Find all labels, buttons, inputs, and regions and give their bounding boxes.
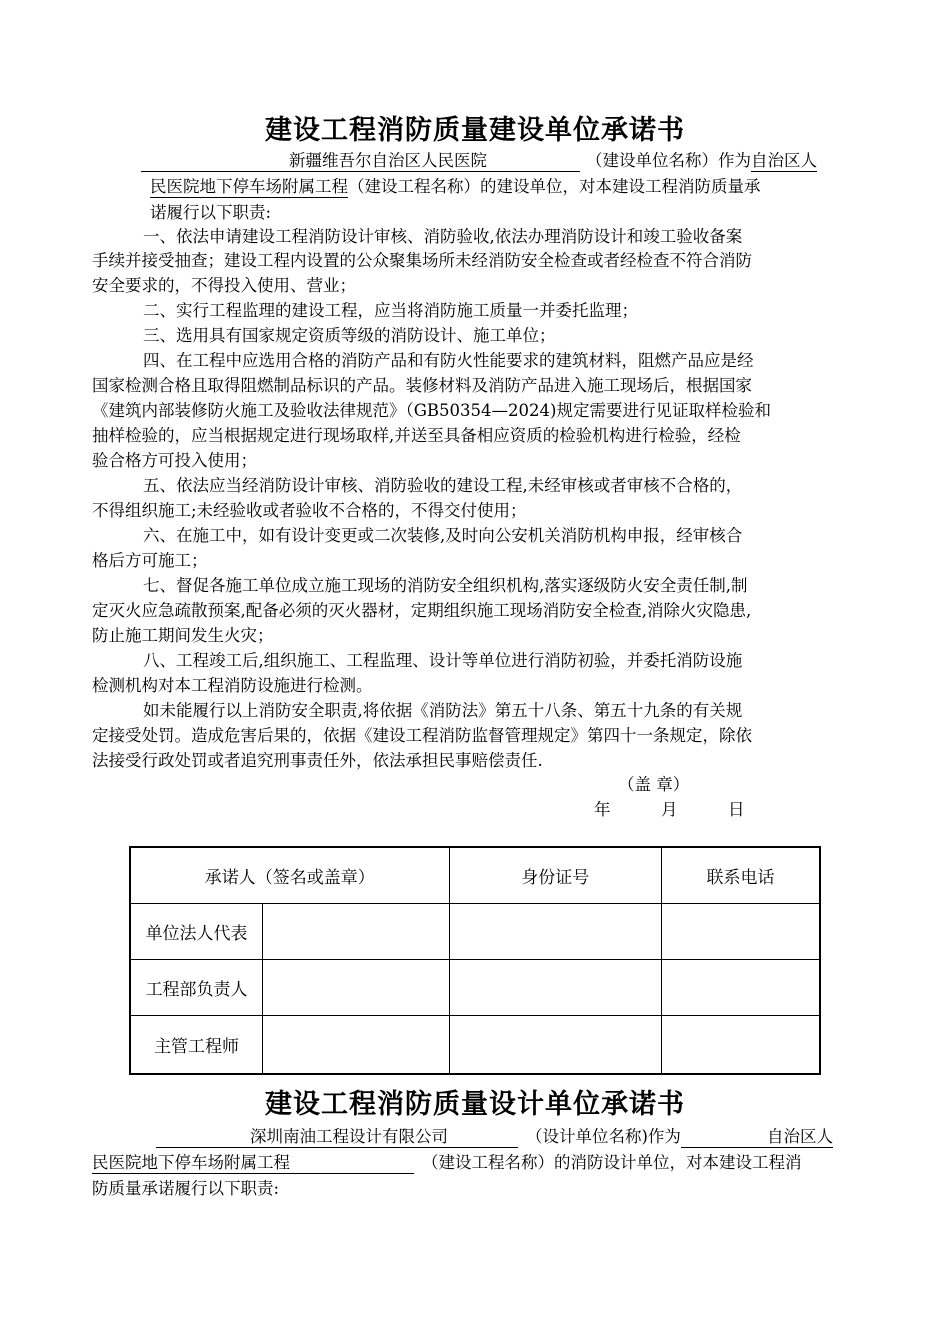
header-promisor: 承诺人（签名或盖章） bbox=[130, 847, 449, 903]
signature-cell[interactable] bbox=[263, 1015, 449, 1074]
doc1-intro-line1 bbox=[141, 150, 817, 172]
doc1-unit-name-field bbox=[141, 151, 580, 172]
table-row bbox=[130, 903, 820, 959]
table-header-row bbox=[130, 847, 820, 903]
doc1-line-2: 手续并接受抽查；建设工程内设置的公众聚集场所未经消防安全检查或者经检查不符合消防 bbox=[92, 251, 752, 270]
phone-cell[interactable] bbox=[661, 1015, 820, 1074]
row-label-chief-engineer: 主管工程师 bbox=[130, 1015, 263, 1074]
doc2-intro-line1 bbox=[156, 1126, 833, 1148]
doc1-line-6: 四、在工程中应选用合格的消防产品和有防火性能要求的建筑材料，阻燃产品应是经 bbox=[143, 351, 754, 370]
doc1-line-7: 国家检测合格且取得阻燃制品标识的产品。装修材料及消防产品进入施工现场后，根据国家 bbox=[92, 376, 752, 395]
doc1-line-20: 如未能履行以上消防安全职责,将依据《消防法》第五十八条、第五十九条的有关规 bbox=[143, 701, 743, 720]
doc1-intro-line2 bbox=[150, 176, 761, 198]
doc2-unit-name: 深圳南油工程设计有限公司 bbox=[250, 1127, 448, 1146]
doc1-line-10: 验合格方可投入使用； bbox=[92, 451, 257, 470]
doc1-unit-hint: （建设单位名称）作为 bbox=[586, 151, 751, 170]
doc1-line-1: 一、依法申请建设工程消防设计审核、消防验收,依法办理消防设计和竣工验收备案 bbox=[143, 227, 743, 246]
doc1-line-19: 检测机构对本工程消防设施进行检测。 bbox=[92, 676, 373, 695]
doc1-project-part2: 民医院地下停车场附属工程 bbox=[150, 177, 348, 196]
phone-cell[interactable] bbox=[661, 903, 820, 959]
header-phone: 联系电话 bbox=[661, 847, 820, 903]
doc1-line-14: 格后方可施工； bbox=[92, 551, 208, 570]
date-year: 年 bbox=[594, 800, 611, 819]
signature-cell[interactable] bbox=[263, 903, 449, 959]
doc1-line-18: 八、工程竣工后,组织施工、工程监理、设计等单位进行消防初验，并委托消防设施 bbox=[143, 651, 743, 670]
doc1-line-9: 抽样检验的，应当根据规定进行现场取样,并送至具备相应资质的检验机构进行检验，经检 bbox=[92, 426, 741, 445]
doc1-line-5: 三、选用具有国家规定资质等级的消防设计、施工单位； bbox=[143, 326, 556, 345]
id-number-cell[interactable] bbox=[449, 903, 661, 959]
table-row bbox=[130, 959, 820, 1015]
row-label-legal-rep: 单位法人代表 bbox=[130, 903, 263, 959]
doc1-line-3: 安全要求的，不得投入使用、营业； bbox=[92, 276, 356, 295]
id-number-cell[interactable] bbox=[449, 1015, 661, 1074]
doc1-line-8: 《建筑内部装修防火施工及验收法律规范》（GB50354—2024)规定需要进行见证取样检验和 bbox=[92, 401, 771, 420]
doc1-line-4: 二、实行工程监理的建设工程，应当将消防施工质量一并委托监理； bbox=[143, 301, 638, 320]
doc1-seal: （盖 章） bbox=[618, 775, 690, 794]
doc1-line-11: 五、依法应当经消防设计审核、消防验收的建设工程,未经审核或者审核不合格的， bbox=[143, 476, 743, 495]
header-id-number: 身份证号 bbox=[449, 847, 661, 903]
doc1-line-12: 不得组织施工;未经验收或者验收不合格的，不得交付使用； bbox=[92, 501, 527, 520]
row-label-project-head: 工程部负责人 bbox=[130, 959, 263, 1015]
doc1-line-17: 防止施工期间发生火灾； bbox=[92, 626, 274, 645]
doc2-intro-end: 防质量承诺履行以下职责: bbox=[92, 1179, 280, 1198]
signature-cell[interactable] bbox=[263, 959, 449, 1015]
signature-table bbox=[129, 846, 821, 1075]
doc1-unit-name: 新疆维吾尔自治区人民医院 bbox=[289, 151, 487, 170]
doc1-line-16: 定灭火应急疏散预案,配备必须的灭火器材，定期组织施工现场消防安全检查,消除火灾隐患, bbox=[92, 601, 752, 620]
doc2-project-part2: 民医院地下停车场附属工程 bbox=[92, 1153, 414, 1174]
doc2-unit-hint: （设计单位名称)作为 bbox=[526, 1127, 681, 1146]
doc2-project-hint: （建设工程名称）的消防设计单位，对本建设工程消 bbox=[422, 1153, 802, 1172]
phone-cell[interactable] bbox=[661, 959, 820, 1015]
doc1-line-13: 六、在施工中，如有设计变更或二次装修,及时向公安机关消防机构申报，经审核合 bbox=[143, 526, 743, 545]
date-month: 月 bbox=[661, 800, 678, 819]
doc1-line-22: 法接受行政处罚或者追究刑事责任外，依法承担民事赔偿责任. bbox=[92, 751, 543, 770]
doc2-title: 建设工程消防质量设计单位承诺书 bbox=[265, 1089, 685, 1120]
doc2-intro-line2 bbox=[92, 1152, 802, 1174]
doc1-title: 建设工程消防质量建设单位承诺书 bbox=[265, 115, 685, 146]
doc2-project-part1: 自治区人 bbox=[681, 1127, 833, 1148]
doc1-project-hint: （建设工程名称）的建设单位，对本建设工程消防质量承 bbox=[348, 177, 761, 196]
table-row bbox=[130, 1015, 820, 1074]
doc1-line-15: 七、督促各施工单位成立施工现场的消防安全组织机构,落实逐级防火安全责任制,制 bbox=[143, 576, 748, 595]
doc2-unit-name-field bbox=[156, 1127, 518, 1148]
date-day: 日 bbox=[728, 800, 745, 819]
doc1-line-21: 定接受处罚。造成危害后果的，依据《建设工程消防监督管理规定》第四十一条规定，除依 bbox=[92, 726, 752, 745]
id-number-cell[interactable] bbox=[449, 959, 661, 1015]
doc1-intro-end: 诺履行以下职责: bbox=[150, 203, 272, 222]
doc1-project-part1: 自治区人 bbox=[751, 151, 817, 170]
